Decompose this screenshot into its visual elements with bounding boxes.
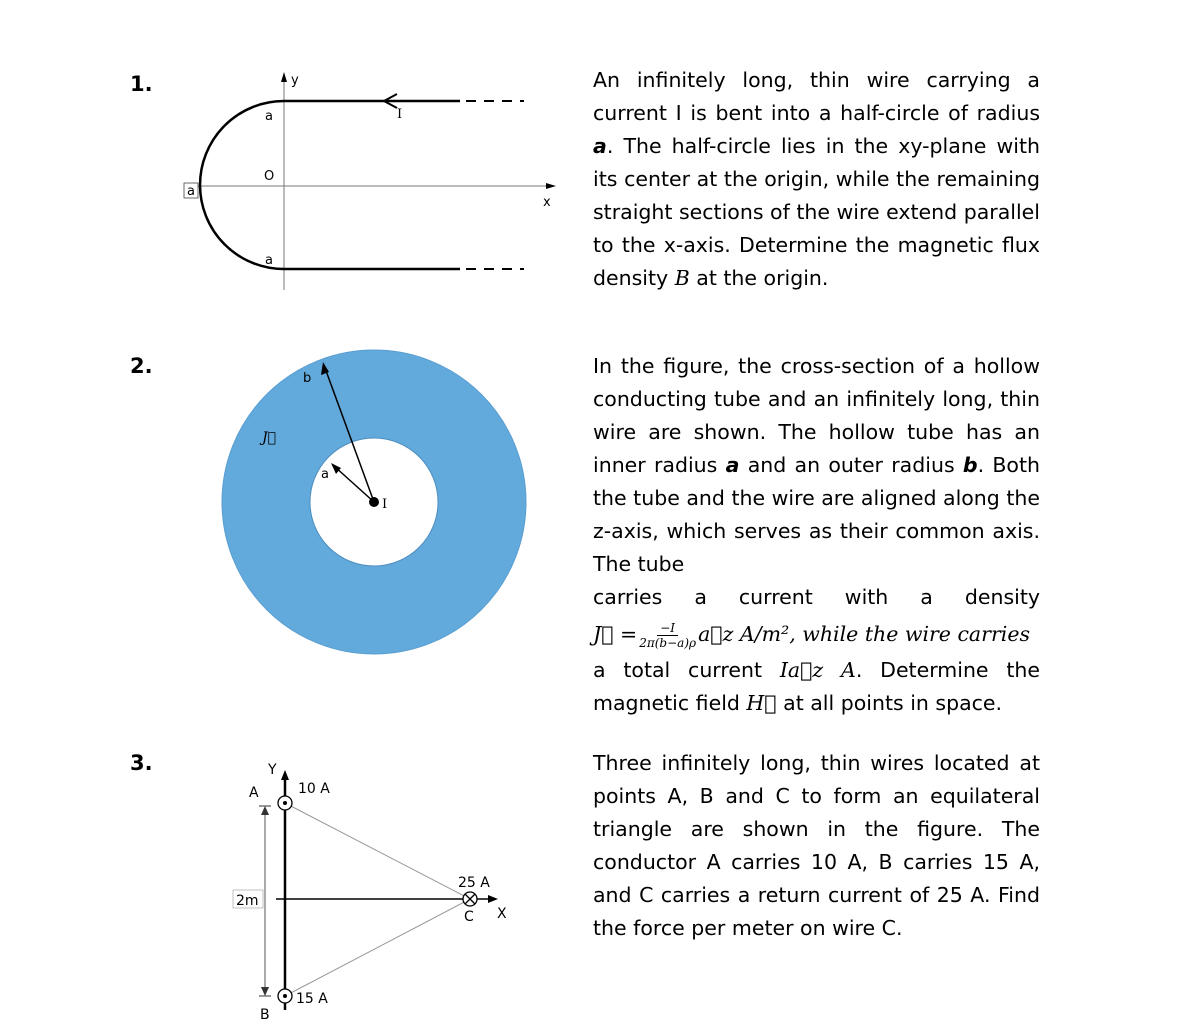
point-c-label: C <box>464 909 474 925</box>
wire-current-label: I <box>382 497 388 512</box>
density-formula: J⃗ = $\frac{-I}{2\pi(b-a)\rho}$ a⃗z A/m², while the wire carries <box>593 620 1030 650</box>
problem-1-number: 1. <box>130 72 153 96</box>
side-label: 2m <box>236 893 259 909</box>
current-label: I <box>397 107 403 122</box>
outer-radius-label: b <box>303 371 312 386</box>
inner-radius-label: a <box>321 467 329 482</box>
origin-label: O <box>264 169 275 184</box>
x-axis-label: X <box>497 906 507 922</box>
problem-2-number: 2. <box>130 354 153 378</box>
point-a-label: A <box>249 785 259 801</box>
dimension-arrow-bottom <box>261 987 269 996</box>
dimension-arrow-top <box>261 806 269 815</box>
x-axis-label: x <box>543 195 551 210</box>
radius-label-bottom: a <box>265 253 273 268</box>
problem-1-text: An infinitely long, thin wire carrying a current I is bent into a half-circle of radius a. The half-circle lies in the xy-plane with its center at the origin, while the remaining straight sections of the wire extend parallel to the x-axis. Determine the magnetic flux density B at the origin. <box>593 68 1040 290</box>
y-axis-arrow <box>281 770 289 780</box>
side-ac <box>285 803 470 899</box>
radius-label-left: a <box>187 184 195 199</box>
h-vector: H⃗ <box>746 691 777 715</box>
problem-2-justified-line: carries a current with a density <box>593 585 1040 609</box>
side-bc <box>285 899 470 996</box>
y-axis-label: Y <box>268 762 277 778</box>
radius-label-top: a <box>265 109 273 124</box>
b-vector: B <box>674 266 690 290</box>
problem-3-text: Three infinitely long, thin wires located at points A, B and C to form an equilateral triangle are shown in the figure. The conductor A carries 10 A, B carries 15 A, and C carries a return current of 25 A. Find the force per meter on wire C. <box>593 751 1040 940</box>
density-label: J⃗ <box>262 430 277 446</box>
y-axis-label: y <box>291 73 299 88</box>
problem-3-number: 3. <box>130 751 153 775</box>
current-b-label: 15 A <box>296 991 328 1007</box>
point-b-label: B <box>260 1007 270 1023</box>
current-c-label: 25 A <box>458 875 490 891</box>
problem-2-text: In the figure, the cross-section of a hollow conducting tube and an infinitely long, thin wire are shown. The hollow tube has an inner radius a and an outer radius b. Both the tube and the wire are aligned along the z-axis, which serves as their common axis. The tube carries a current with a density J⃗ = $\frac{-I}{2\pi(b-a)\rho}$ a⃗z A/m², while the wire carries a total current Ia⃗z A. Determine the magnetic field H⃗ at all points in space. <box>593 354 1040 715</box>
current-a-label: 10 A <box>298 781 330 797</box>
x-axis-arrow <box>488 895 498 903</box>
